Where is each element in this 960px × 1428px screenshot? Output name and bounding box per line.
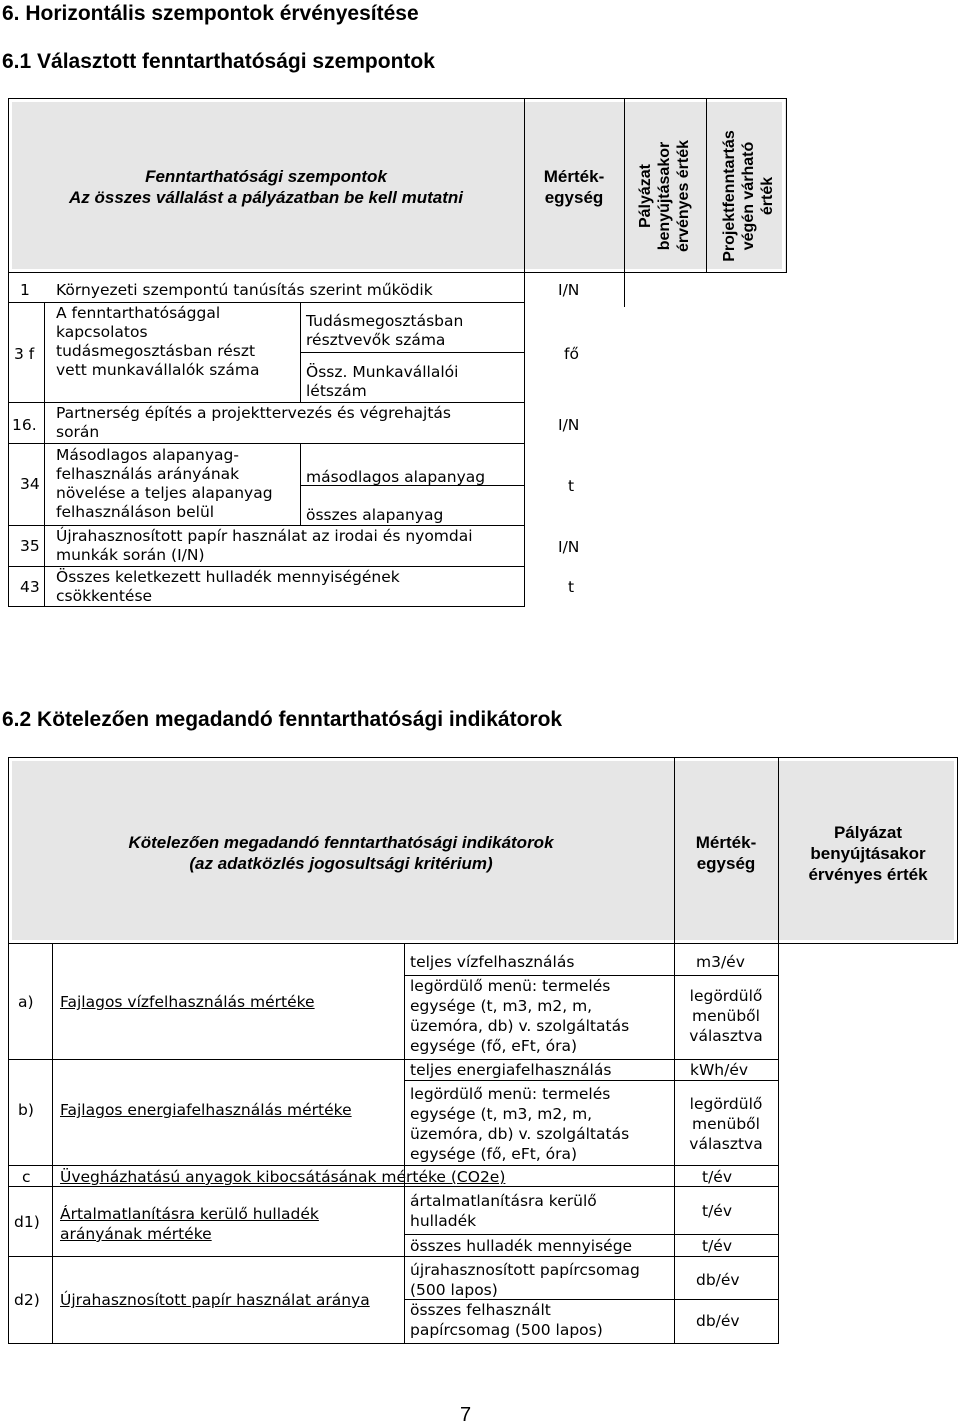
subsection-heading: 6.2 Kötelezően megadandó fenntarthatósági indikátorok [2, 708, 563, 731]
table-row-sub-indicator: teljes vízfelhasználás [410, 953, 575, 971]
table-row-sub-indicator: újrahasznosított papírcsomag (500 lapos) [410, 1261, 640, 1299]
table-row-sub-indicator: Tudásmegosztásban résztvevők száma [306, 312, 464, 349]
table-row-unit: t/év [702, 1202, 733, 1220]
table-row-sub-indicator: legördülő menü: termelés egysége (t, m3, m2, m, üzemóra, db) v. szolgáltatás egysége (fő, eFt, óra) [410, 977, 630, 1055]
table-row-label: b) [18, 1101, 34, 1119]
table-row-sub-indicator: legördülő menü: termelés egysége (t, m3, m2, m, üzemóra, db) v. szolgáltatás egysége (fő, eFt, óra) [410, 1085, 630, 1163]
table-row-label: c [22, 1168, 31, 1186]
table-row-num: 43 [20, 578, 40, 596]
page-number: 7 [460, 1404, 472, 1426]
table-row-num: 34 [20, 475, 40, 493]
table-62-header-indicators: Kötelezően megadandó fenntarthatósági indikátorok (az adatközlés jogosultsági kritérium) [128, 833, 554, 873]
table-row-unit: kWh/év [690, 1061, 749, 1079]
table-row-sub-indicator: teljes energiafelhasználás [410, 1061, 612, 1079]
table-row-unit: db/év [696, 1271, 740, 1289]
table-61-header-project-end-value: Projektfenntartás végén várható érték [721, 130, 776, 262]
table-61-header-submission-value: Pályázat benyújtásakor érvényes érték [637, 139, 692, 253]
table-row-unit: db/év [696, 1312, 740, 1330]
table-row-label: a) [18, 993, 34, 1011]
table-row-sub-indicator: összes alapanyag [306, 506, 444, 524]
table-row-unit: m3/év [696, 953, 745, 971]
table-62-header-submission-value: Pályázat benyújtásakor érvényes érték [808, 823, 928, 884]
table-row-sub-indicator: összes felhasznált papírcsomag (500 lapos) [410, 1301, 603, 1339]
table-row-unit: legördülő menüből választva [689, 987, 763, 1045]
table-row-indicator-name: Újrahasznosított papír használat aránya [60, 1291, 370, 1309]
table-row-sub-indicator: Össz. Munkavállalói létszám [306, 363, 459, 400]
table-row-unit: t/év [702, 1168, 733, 1186]
table-row-unit: I/N [558, 281, 580, 299]
table-row-num: 3 f [14, 345, 35, 363]
table-row-sub-indicator: összes hulladék mennyisége [410, 1237, 633, 1255]
table-row-indicator-name: Ártalmatlanításra kerülő hulladék arányának mértéke [60, 1205, 319, 1243]
table-row-num: 1 [20, 281, 30, 299]
table-row-text: Összes keletkezett hulladék mennyiségének csökkentése [56, 568, 400, 605]
table-row-indicator-name: Fajlagos vízfelhasználás mértéke [60, 993, 315, 1011]
table-row-sub-indicator: ártalmatlanításra kerülő hulladék [410, 1192, 597, 1230]
table-row-num: 35 [20, 537, 40, 555]
table-row-indicator-name: Fajlagos energiafelhasználás mértéke [60, 1101, 352, 1119]
subsection-heading: 6.1 Választott fenntarthatósági szempontok [2, 50, 435, 73]
table-row-label: d2) [14, 1291, 40, 1309]
table-row-unit: t [568, 578, 575, 596]
table-row-text: Másodlagos alapanyag- felhasználás arányának növelése a teljes alapanyag felhasználáson belül [56, 446, 273, 521]
table-62-header-unit: Mérték- egység [695, 833, 757, 873]
table-row-sub-indicator: másodlagos alapanyag [306, 468, 486, 486]
table-row-unit: t [568, 477, 575, 495]
table-row-text: Újrahasznosított papír használat az irodai és nyomdai munkák során (I/N) [56, 527, 473, 564]
table-row-indicator-name: Üvegházhatású anyagok kibocsátásának mértéke (CO2e) [60, 1168, 506, 1186]
section-heading: 6. Horizontális szempontok érvényesítése [2, 2, 419, 25]
table-61-header-unit: Mérték- egység [543, 167, 605, 207]
table-row-text: Környezeti szempontú tanúsítás szerint működik [56, 281, 433, 299]
table-row-text: A fenntarthatósággal kapcsolatos tudásmegosztásban részt vett munkavállalók száma [56, 304, 260, 379]
table-row-label: d1) [14, 1213, 40, 1231]
table-row-unit: t/év [702, 1237, 733, 1255]
table-61-header-criteria: Fenntarthatósági szempontok Az összes vállalást a pályázatban be kell mutatni [69, 167, 463, 207]
table-row-num: 16. [12, 416, 37, 434]
table-row-unit: legördülő menüből választva [689, 1095, 763, 1153]
table-row-text: Partnerség építés a projekttervezés és végrehajtás során [56, 404, 451, 441]
table-row-unit: I/N [558, 416, 580, 434]
table-row-unit: fő [564, 345, 579, 363]
table-row-unit: I/N [558, 538, 580, 556]
